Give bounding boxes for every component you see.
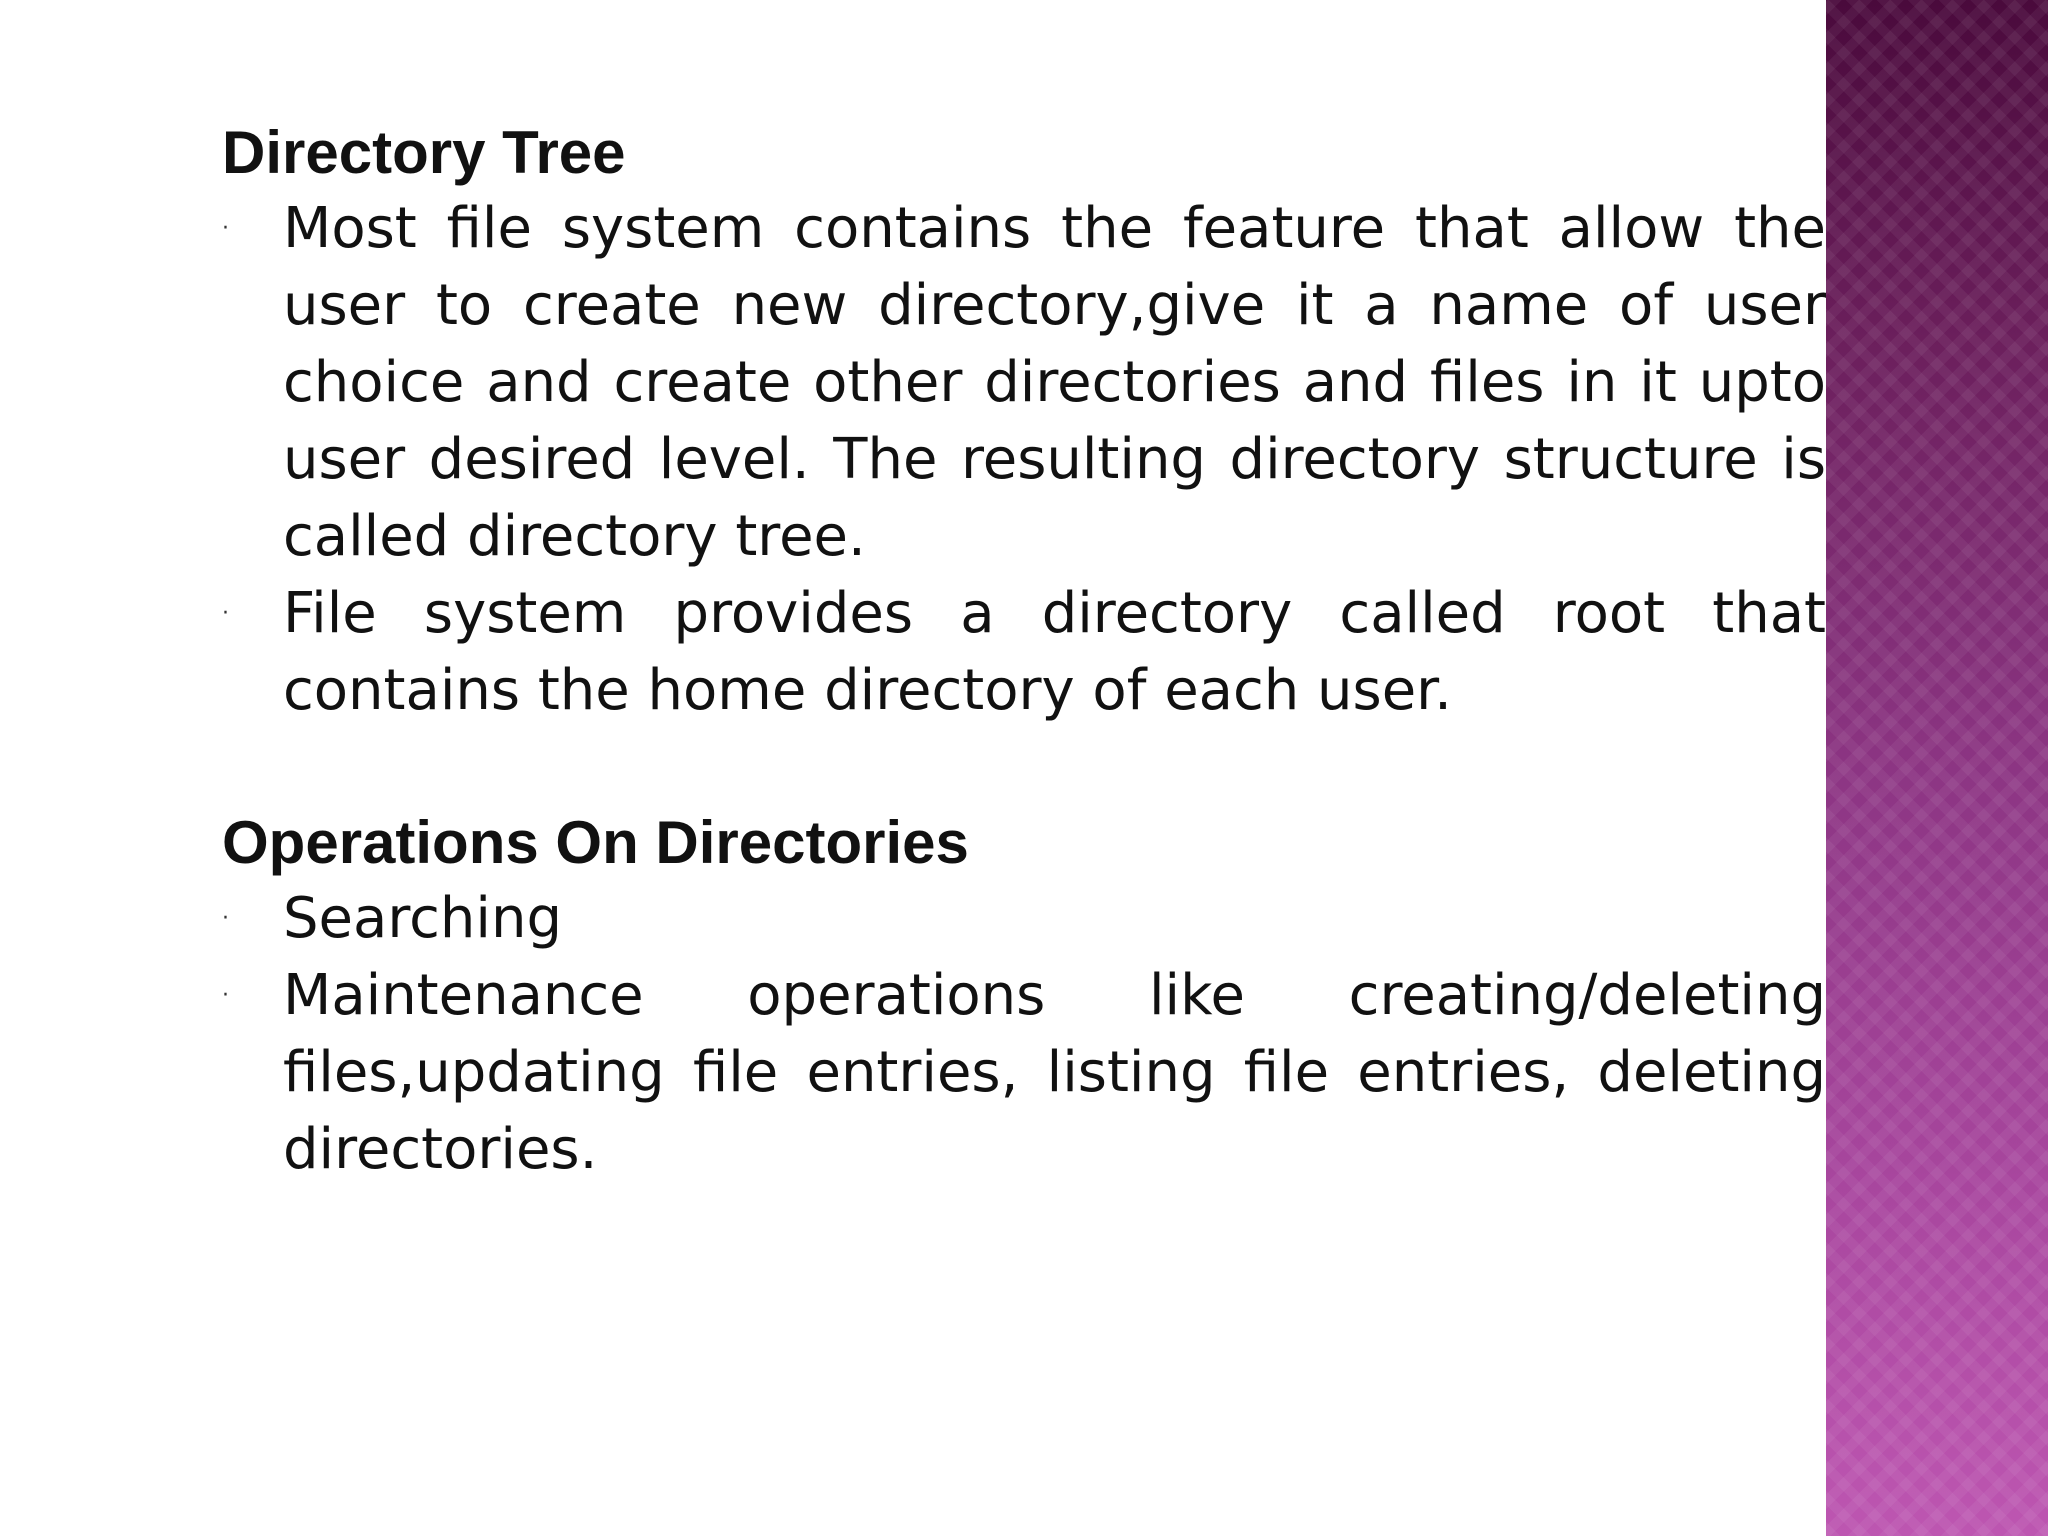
list-item bbox=[222, 957, 1826, 1188]
list-item bbox=[222, 190, 1826, 575]
bullet-icon: · bbox=[222, 906, 229, 931]
slide-content bbox=[222, 116, 1826, 1188]
bullet-text: Searching bbox=[283, 886, 562, 951]
bullet-icon: · bbox=[222, 983, 229, 1008]
decorative-side-band bbox=[1826, 0, 2048, 1536]
section-heading-operations: Operations On Directories bbox=[222, 809, 969, 876]
list-item bbox=[222, 575, 1826, 729]
bullet-icon: · bbox=[222, 216, 229, 241]
bullet-list-operations bbox=[222, 880, 1826, 1188]
bullet-icon: · bbox=[222, 601, 229, 626]
section-heading-directory-tree: Directory Tree bbox=[222, 119, 626, 186]
list-item bbox=[222, 880, 1826, 957]
section-spacer bbox=[222, 729, 1826, 806]
bullet-text: File system provides a directory called root that contains the home directory of each user. bbox=[283, 581, 1826, 723]
bullet-list-directory-tree bbox=[222, 190, 1826, 729]
bullet-text: Most file system contains the feature that allow the user to create new directory,give it a name of user choice and create other directories and files in it upto user desired level. The resulting directory structure is called directory tree. bbox=[283, 196, 1826, 569]
bullet-text: Maintenance operations like creating/deleting files,updating file entries, listing file entries, deleting directories. bbox=[283, 963, 1826, 1182]
